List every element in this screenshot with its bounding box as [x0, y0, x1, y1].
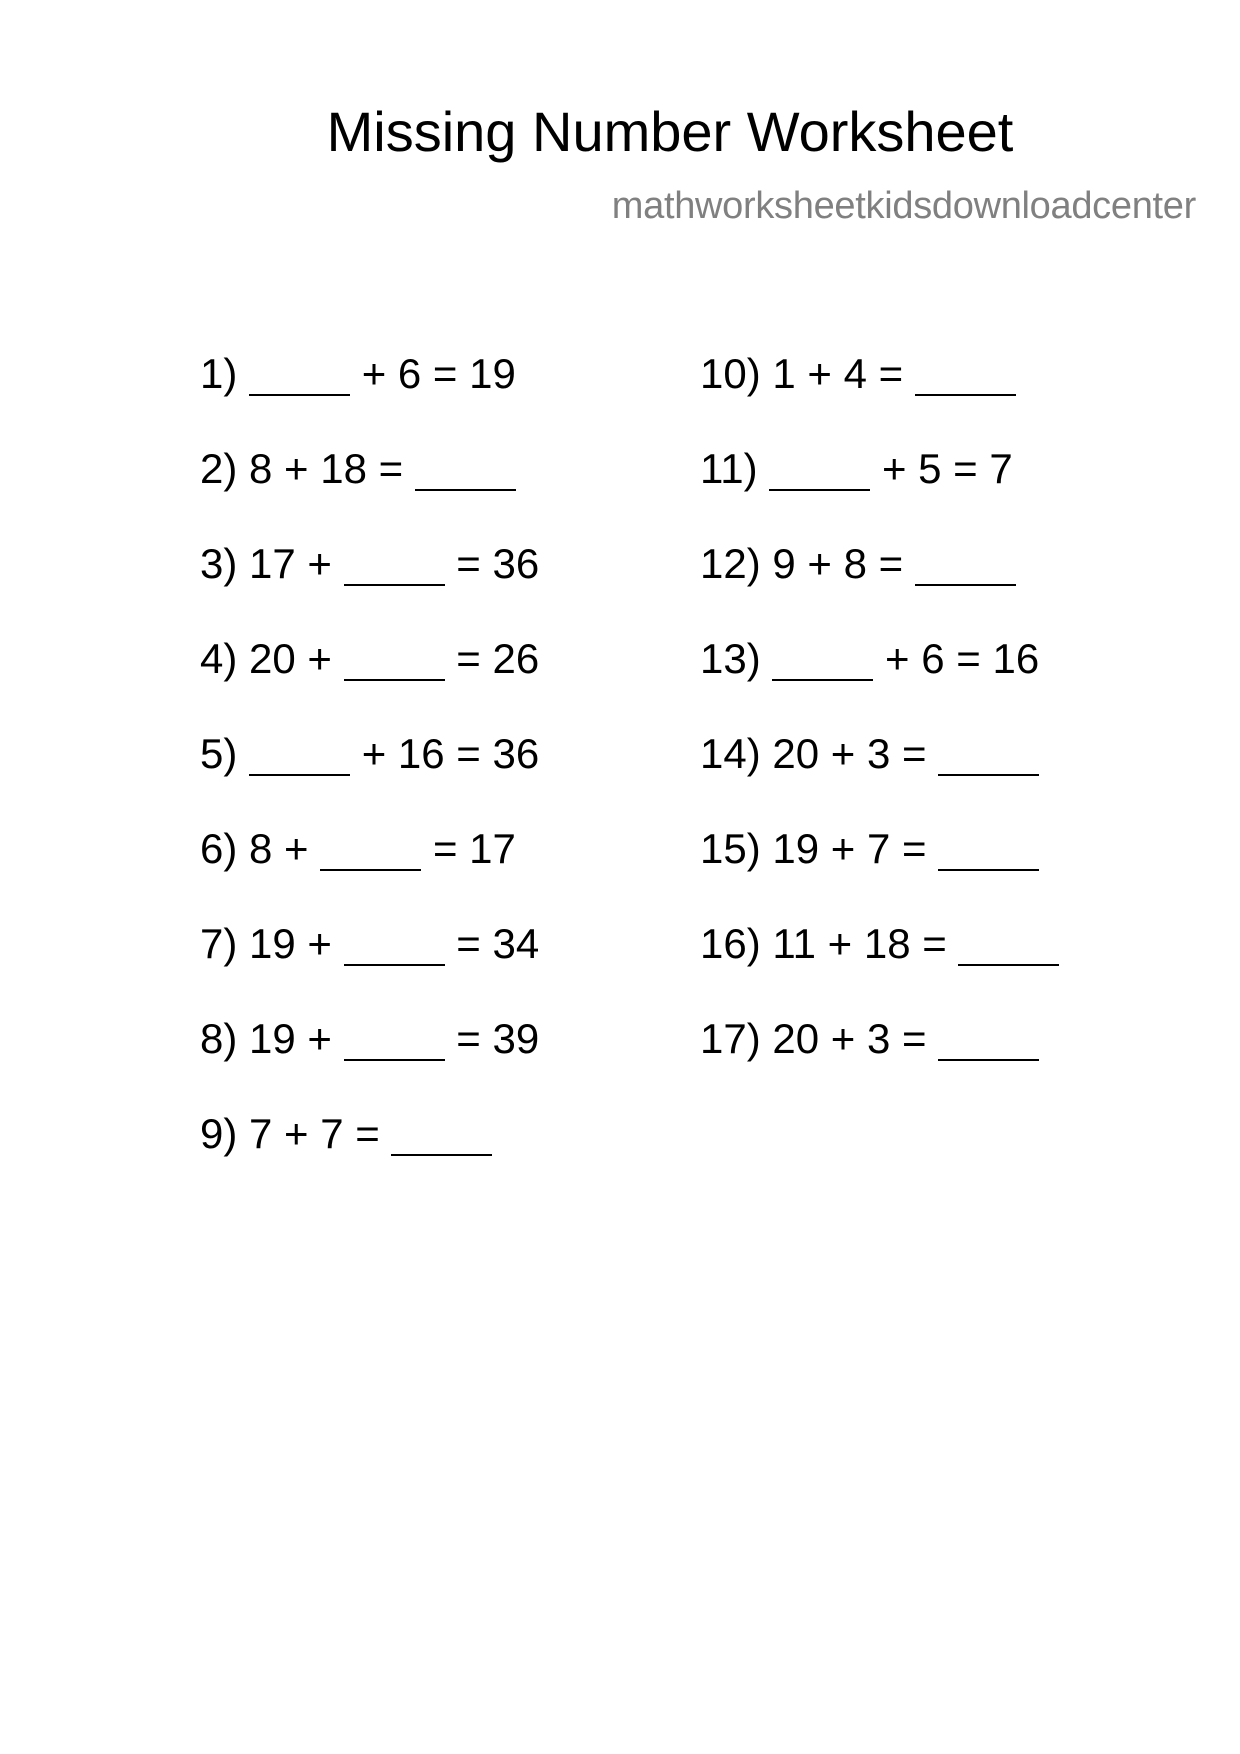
- problem-result: = 36: [456, 540, 540, 587]
- problem-expression: 20 + 3 =: [772, 730, 927, 777]
- problem-column-right: [700, 350, 1059, 1110]
- problem-number: 9): [200, 1110, 238, 1157]
- problem-expression: + 6 = 16: [885, 635, 1040, 682]
- problem-6: [200, 825, 539, 920]
- answer-blank[interactable]: [938, 774, 1039, 776]
- problem-expression: 8 +: [249, 825, 309, 872]
- problem-result: = 39: [456, 1015, 540, 1062]
- problem-expression: 19 +: [249, 1015, 332, 1062]
- answer-blank[interactable]: [391, 1154, 492, 1156]
- problem-expression: + 16 = 36: [361, 730, 540, 777]
- answer-blank[interactable]: [915, 584, 1016, 586]
- problem-number: 17): [700, 1015, 761, 1062]
- answer-blank[interactable]: [344, 1059, 445, 1061]
- problem-15: [700, 825, 1059, 920]
- answer-blank[interactable]: [344, 584, 445, 586]
- problem-3: [200, 540, 539, 635]
- problem-11: [700, 445, 1059, 540]
- problem-expression: 19 +: [249, 920, 332, 967]
- problem-number: 11): [700, 445, 758, 492]
- problem-number: 12): [700, 540, 761, 587]
- problem-2: [200, 445, 539, 540]
- problem-number: 13): [700, 635, 761, 682]
- problem-16: [700, 920, 1059, 1015]
- problem-expression: 7 + 7 =: [249, 1110, 380, 1157]
- problem-number: 8): [200, 1015, 238, 1062]
- answer-blank[interactable]: [772, 679, 873, 681]
- problem-number: 15): [700, 825, 761, 872]
- problem-13: [700, 635, 1059, 730]
- problem-result: = 34: [456, 920, 540, 967]
- problem-number: 2): [200, 445, 238, 492]
- answer-blank[interactable]: [769, 489, 870, 491]
- problem-12: [700, 540, 1059, 635]
- problem-14: [700, 730, 1059, 825]
- problem-17: [700, 1015, 1059, 1110]
- answer-blank[interactable]: [938, 869, 1039, 871]
- problem-1: [200, 350, 539, 445]
- answer-blank[interactable]: [344, 964, 445, 966]
- problem-number: 5): [200, 730, 238, 777]
- problem-8: [200, 1015, 539, 1110]
- answer-blank[interactable]: [249, 394, 350, 396]
- answer-blank[interactable]: [320, 869, 421, 871]
- problem-number: 16): [700, 920, 761, 967]
- problem-number: 1): [200, 350, 238, 397]
- problem-expression: 19 + 7 =: [772, 825, 927, 872]
- problem-number: 14): [700, 730, 761, 777]
- problem-number: 6): [200, 825, 238, 872]
- problem-number: 4): [200, 635, 238, 682]
- problem-expression: 17 +: [249, 540, 332, 587]
- answer-blank[interactable]: [344, 679, 445, 681]
- problem-number: 7): [200, 920, 238, 967]
- problem-expression: 20 +: [249, 635, 332, 682]
- answer-blank[interactable]: [938, 1059, 1039, 1061]
- problem-result: = 17: [432, 825, 516, 872]
- problem-10: [700, 350, 1059, 445]
- answer-blank[interactable]: [415, 489, 516, 491]
- problem-column-left: [200, 350, 539, 1205]
- worksheet-source: mathworksheetkidsdownloadcenter: [611, 185, 1196, 227]
- problem-result: = 26: [456, 635, 540, 682]
- problem-expression: 20 + 3 =: [772, 1015, 927, 1062]
- problem-9: [200, 1110, 539, 1205]
- problem-number: 3): [200, 540, 238, 587]
- problem-expression: 11 + 18 =: [772, 920, 947, 967]
- problem-4: [200, 635, 539, 730]
- answer-blank[interactable]: [958, 964, 1059, 966]
- problem-expression: 9 + 8 =: [772, 540, 904, 587]
- problem-7: [200, 920, 539, 1015]
- answer-blank[interactable]: [249, 774, 350, 776]
- problem-number: 10): [700, 350, 761, 397]
- worksheet-title: Missing Number Worksheet: [326, 100, 1014, 163]
- answer-blank[interactable]: [915, 394, 1016, 396]
- problem-expression: + 5 = 7: [881, 445, 1013, 492]
- problem-expression: 8 + 18 =: [249, 445, 404, 492]
- problem-expression: + 6 = 19: [361, 350, 516, 397]
- problem-expression: 1 + 4 =: [772, 350, 904, 397]
- problem-5: [200, 730, 539, 825]
